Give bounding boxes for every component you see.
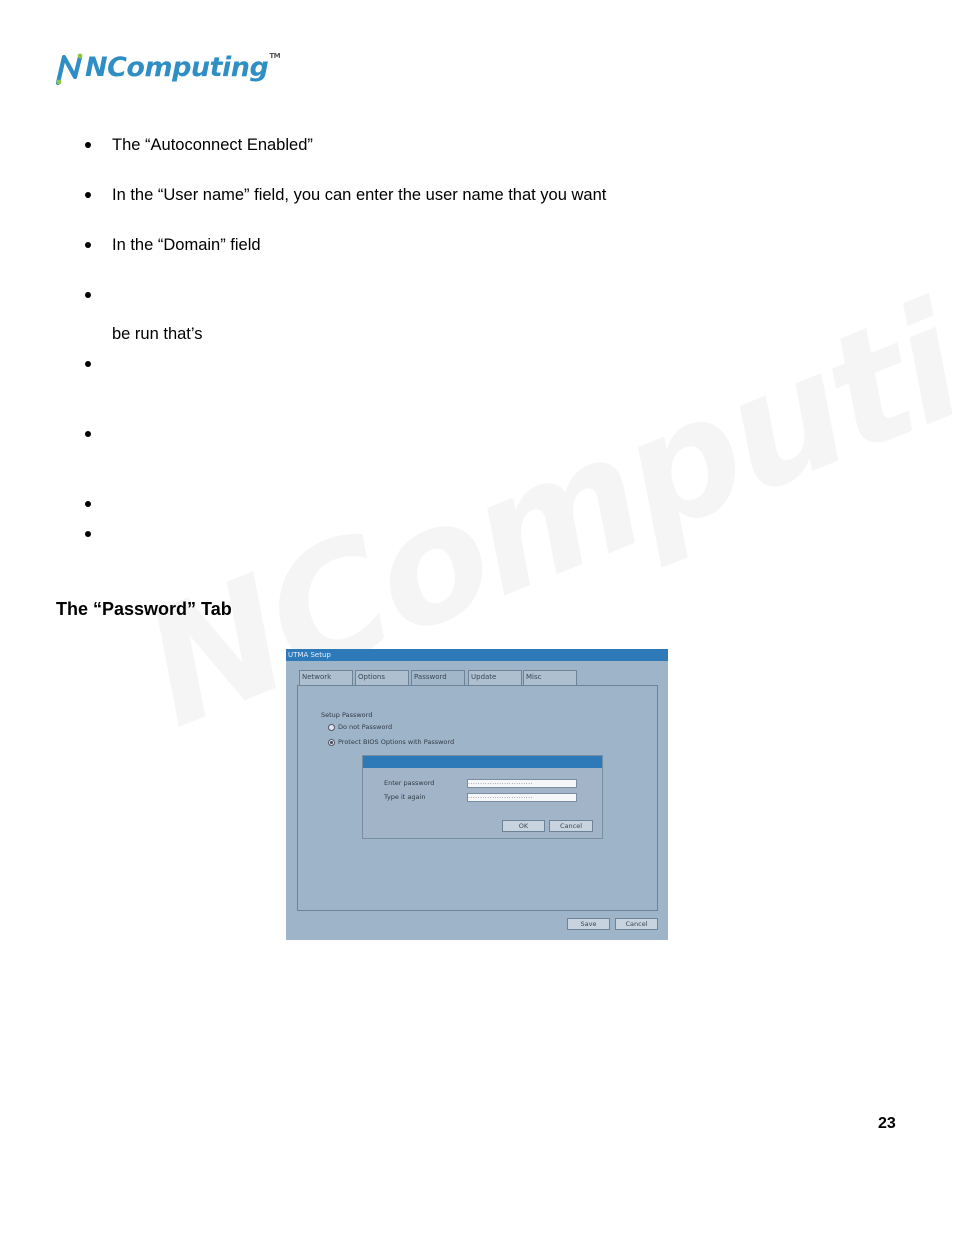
bullet-marker (84, 138, 92, 146)
bullet-continuation-text: be run that’s (112, 325, 203, 343)
tab-password[interactable]: Password (411, 670, 465, 686)
confirm-password-field[interactable]: ........................... (467, 793, 577, 802)
bullet-text-domain: In the “Domain” field (112, 236, 261, 254)
bullet-text-autoconnect: The “Autoconnect Enabled” (112, 136, 313, 154)
password-dialog-titlebar (363, 756, 602, 768)
bullet-marker (84, 427, 92, 435)
save-button[interactable]: Save (567, 918, 610, 930)
setup-password-label: Setup Password (321, 711, 373, 719)
cancel-button[interactable]: Cancel (615, 918, 658, 930)
option-label-do-not-password: Do not Password (338, 723, 393, 731)
logo-trademark: TM (269, 52, 281, 60)
logo-wordmark: NComputing™ (85, 52, 281, 83)
radio-do-not-password[interactable] (328, 724, 335, 731)
option-label-protect-bios: Protect BIOS Options with Password (338, 738, 455, 746)
bullet-marker (84, 357, 92, 365)
utma-setup-screenshot (286, 649, 668, 940)
radio-protect-bios[interactable] (328, 739, 335, 746)
tab-options[interactable]: Options (355, 670, 409, 686)
bullet-marker (84, 238, 92, 246)
enter-password-field[interactable]: ........................... (467, 779, 577, 788)
dialog-cancel-button[interactable]: Cancel (549, 820, 593, 832)
bullet-marker (84, 188, 92, 196)
password-dialog (362, 755, 603, 839)
bullet-text-user-name: In the “User name” field, you can enter the user name that you want (112, 186, 607, 204)
dialog-ok-button[interactable]: OK (502, 820, 545, 832)
tab-update[interactable]: Update (468, 670, 522, 686)
window-title: UTMA Setup (286, 649, 668, 661)
type-again-label: Type it again (384, 793, 426, 801)
tab-network[interactable]: Network (299, 670, 353, 686)
ncomputing-logo-mark-icon (55, 50, 87, 86)
page-number: 23 (878, 1115, 896, 1132)
bullet-marker (84, 527, 92, 535)
bullet-marker (84, 497, 92, 505)
tab-misc[interactable]: Misc (523, 670, 577, 686)
section-heading: The “Password” Tab (56, 599, 232, 619)
bullet-marker (84, 288, 92, 296)
enter-password-label: Enter password (384, 779, 435, 787)
